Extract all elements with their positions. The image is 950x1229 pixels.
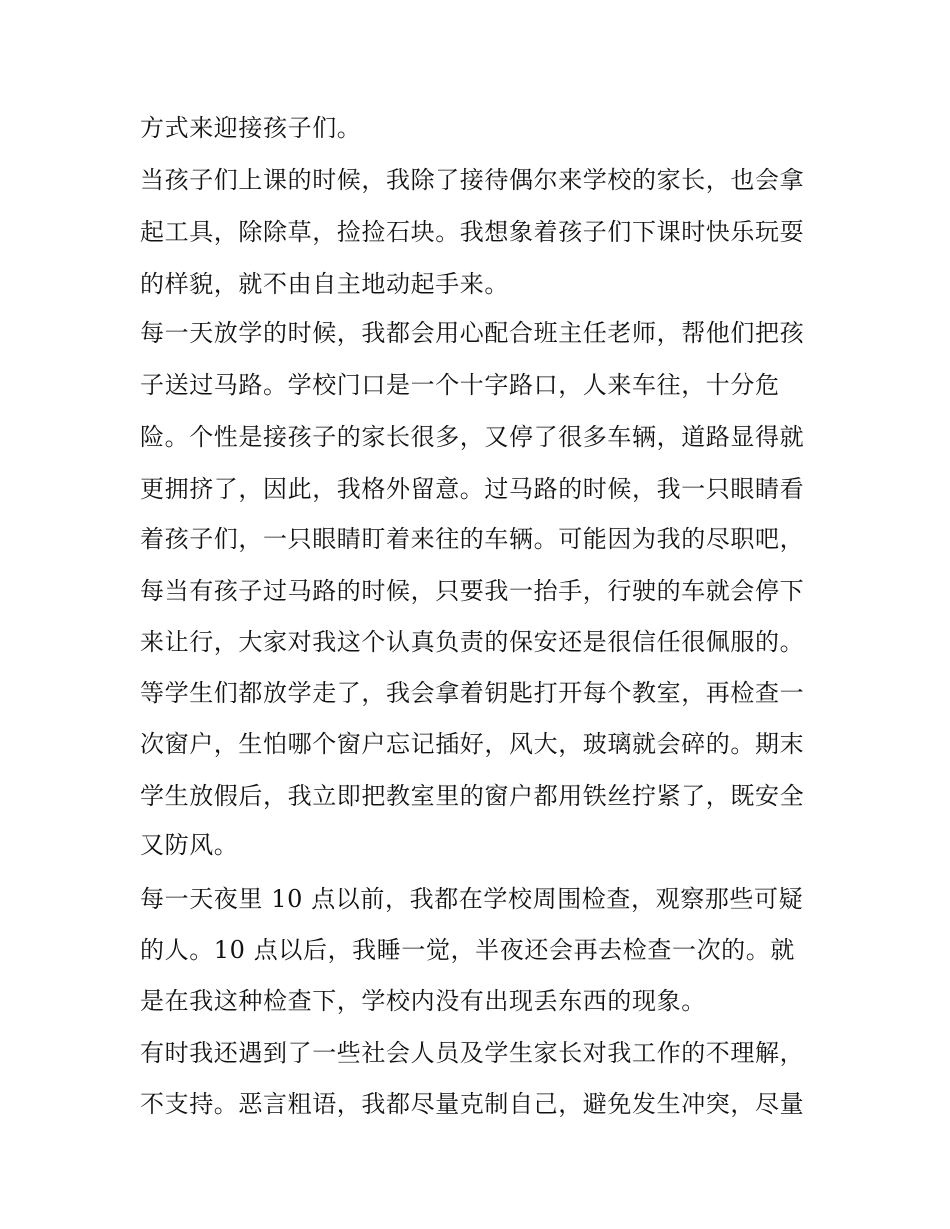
text-line: 等学生们都放学走了，我会拿着钥匙打开每个教室，再检查一 — [140, 679, 805, 707]
text-line: 又防风。 — [140, 831, 239, 859]
text-line: 有时我还遇到了一些社会人员及学生家长对我工作的不理解， — [140, 1039, 805, 1067]
text-line: 起工具，除除草，捡捡石块。我想象着孩子们下课时快乐玩耍 — [140, 218, 805, 246]
text-line: 子送过马路。学校门口是一个十字路口，人来车往，十分危 — [140, 371, 780, 399]
text-line: 险。个性是接孩子的家长很多，又停了很多车辆，道路显得就 — [140, 423, 805, 451]
text-line: 是在我这种检查下，学校内没有出现丢东西的现象。 — [140, 987, 706, 1015]
text-line: 次窗户，生怕哪个窗户忘记插好，风大，玻璃就会碎的。期末 — [140, 730, 805, 758]
text-line: 的人。10 点以后，我睡一觉，半夜还会再去检查一次的。就 — [140, 936, 795, 964]
text-line: 每一天夜里 10 点以前，我都在学校周围检查，观察那些可疑 — [140, 885, 804, 913]
text-line: 当孩子们上课的时候，我除了接待偶尔来学校的家长，也会拿 — [140, 166, 805, 194]
text-line: 的样貌，就不由自主地动起手来。 — [140, 270, 509, 298]
text-line: 不支持。恶言粗语，我都尽量克制自己，避免发生冲突，尽量 — [140, 1090, 805, 1118]
text-line: 学生放假后，我立即把教室里的窗户都用铁丝拧紧了，既安全 — [140, 782, 805, 810]
text-line: 着孩子们，一只眼睛盯着来往的车辆。可能因为我的尽职吧， — [140, 525, 805, 553]
text-line: 每一天放学的时候，我都会用心配合班主任老师，帮他们把孩 — [140, 319, 805, 347]
text-line: 每当有孩子过马路的时候，只要我一抬手，行驶的车就会停下 — [140, 577, 805, 605]
text-line: 来让行，大家对我这个认真负责的保安还是很信任很佩服的。 — [140, 628, 805, 656]
text-line: 方式来迎接孩子们。 — [140, 114, 362, 142]
text-line: 更拥挤了，因此，我格外留意。过马路的时候，我一只眼睛看 — [140, 475, 805, 503]
